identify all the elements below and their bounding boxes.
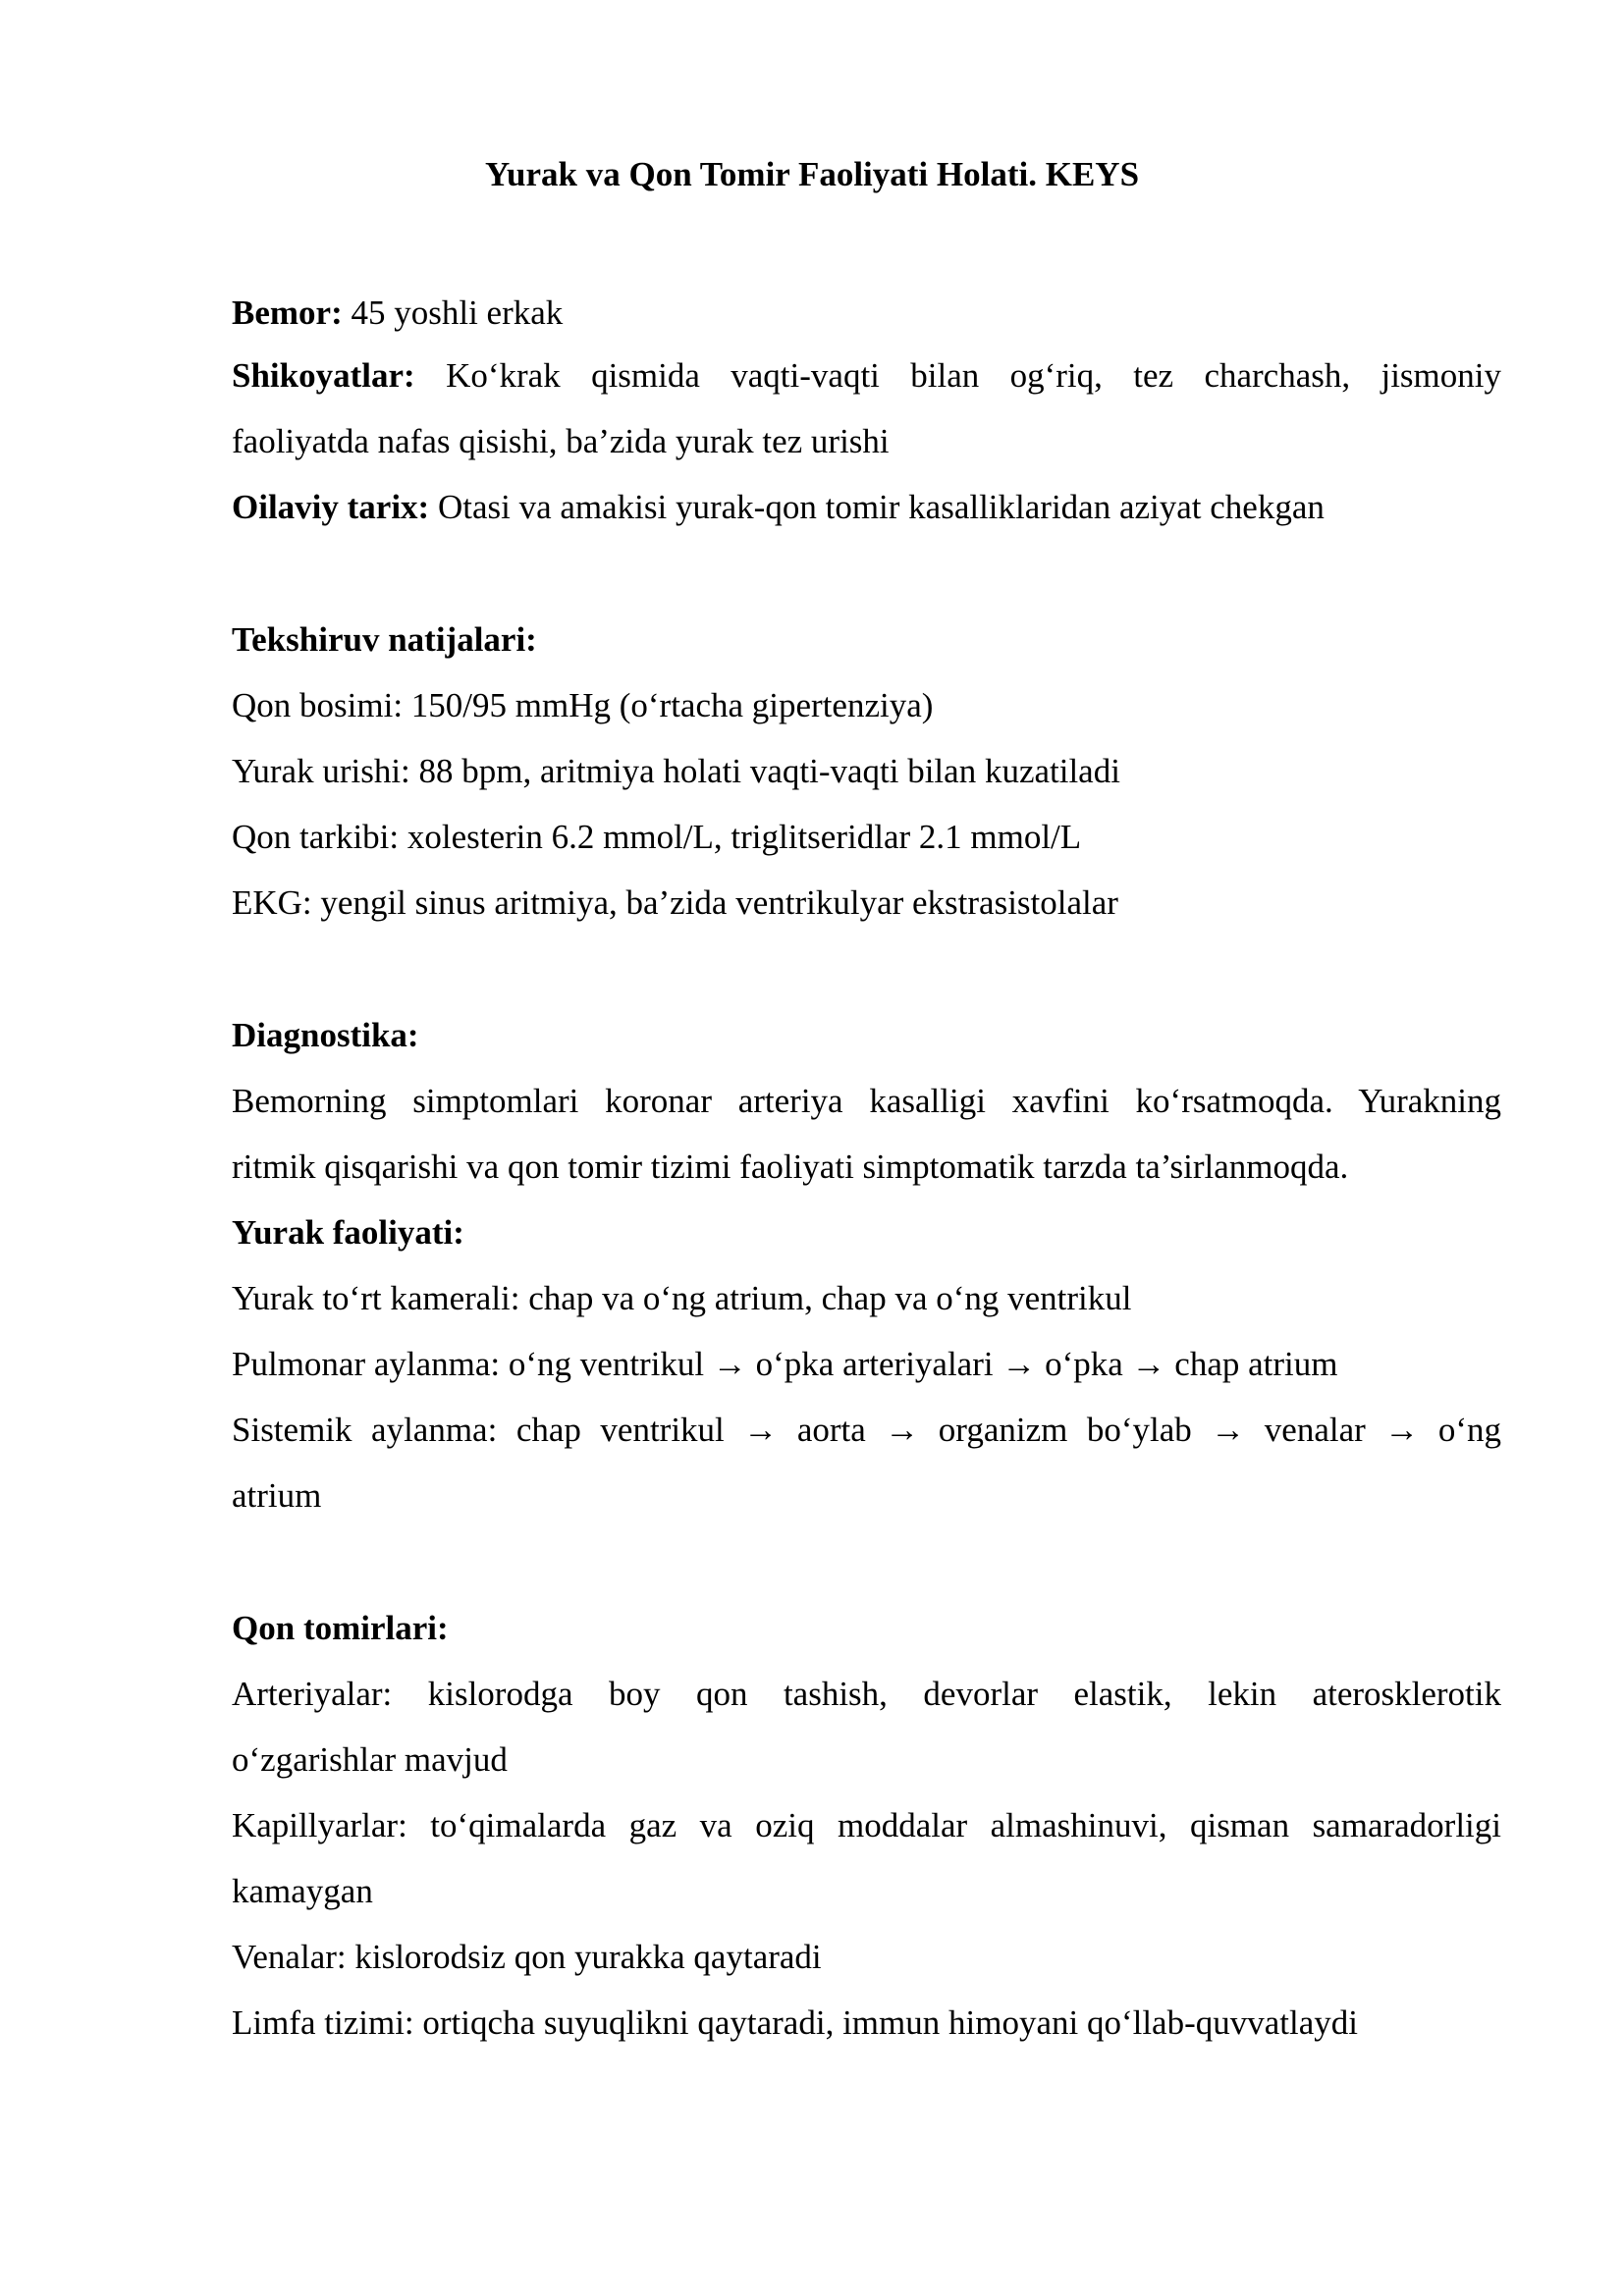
patient-label: Bemor: — [232, 294, 343, 332]
complaints-line-1 — [232, 354, 1501, 398]
family-history-line — [232, 486, 1501, 529]
vessels-veins: Venalar: kislorodsiz qon yurakka qaytaradi — [232, 1938, 822, 1976]
exam-blood-pressure: Qon bosimi: 150/95 mmHg (o‘rtacha gipertenziya) — [232, 686, 934, 724]
document-title: Yurak va Qon Tomir Faoliyati Holati. KEYS — [484, 155, 1140, 193]
vessels-arteries-line-2: o‘zgarishlar mavjud — [232, 1740, 508, 1779]
patient-value: 45 yoshli erkak — [342, 294, 564, 332]
exam-heading: Tekshiruv natijalari: — [232, 620, 537, 659]
exam-heart-rate: Yurak urishi: 88 bpm, aritmiya holati vaqti-vaqti bilan kuzatiladi — [232, 752, 1120, 790]
exam-ekg: EKG: yengil sinus aritmiya, ba’zida ventrikulyar ekstrasistolalar — [232, 883, 1118, 922]
exam-blood-composition: Qon tarkibi: xolesterin 6.2 mmol/L, triglitseridlar 2.1 mmol/L — [232, 818, 1082, 856]
vessels-capillaries-line-1: Kapillyarlar: to‘qimalarda gaz va oziq moddalar almashinuvi, qisman samaradorligi — [232, 1806, 1501, 1844]
diagnostics-line-2: ritmik qisqarishi va qon tomir tizimi faoliyati simptomatik tarzda ta’sirlanmoqda. — [232, 1148, 1349, 1186]
family-history-value: Otasi va amakisi yurak-qon tomir kasalliklaridan aziyat chekgan — [429, 488, 1325, 526]
heart-pulmonary: Pulmonar aylanma: o‘ng ventrikul → o‘pka arteriyalari → o‘pka → chap atrium — [232, 1345, 1338, 1383]
heart-heading: Yurak faoliyati: — [232, 1213, 464, 1252]
heart-systemic-line-2: atrium — [232, 1476, 322, 1515]
patient-line — [232, 292, 1501, 335]
diagnostics-heading: Diagnostika: — [232, 1016, 419, 1054]
family-history-label: Oilaviy tarix: — [232, 488, 430, 526]
complaints-label: Shikoyatlar: — [232, 356, 415, 395]
diagnostics-line-1: Bemorning simptomlari koronar arteriya kasalligi xavfini ko‘rsatmoqda. Yurakning — [232, 1082, 1501, 1120]
vessels-heading: Qon tomirlari: — [232, 1609, 449, 1647]
heart-systemic-line-1: Sistemik aylanma: chap ventrikul → aorta → organizm bo‘ylab → venalar → o‘ng — [232, 1411, 1501, 1449]
heart-chambers: Yurak to‘rt kamerali: chap va o‘ng atrium, chap va o‘ng ventrikul — [232, 1279, 1132, 1317]
vessels-lymph: Limfa tizimi: ortiqcha suyuqlikni qaytaradi, immun himoyani qo‘llab-quvvatlaydi — [232, 2003, 1358, 2042]
vessels-capillaries-line-2: kamaygan — [232, 1872, 373, 1910]
complaints-text-1: Ko‘krak qismida vaqti-vaqti bilan og‘riq, tez charchash, jismoniy — [414, 356, 1501, 395]
complaints-line-2: faoliyatda nafas qisishi, ba’zida yurak tez urishi — [232, 422, 890, 460]
vessels-arteries-line-1: Arteriyalar: kislorodga boy qon tashish, devorlar elastik, lekin aterosklerotik — [232, 1675, 1501, 1713]
